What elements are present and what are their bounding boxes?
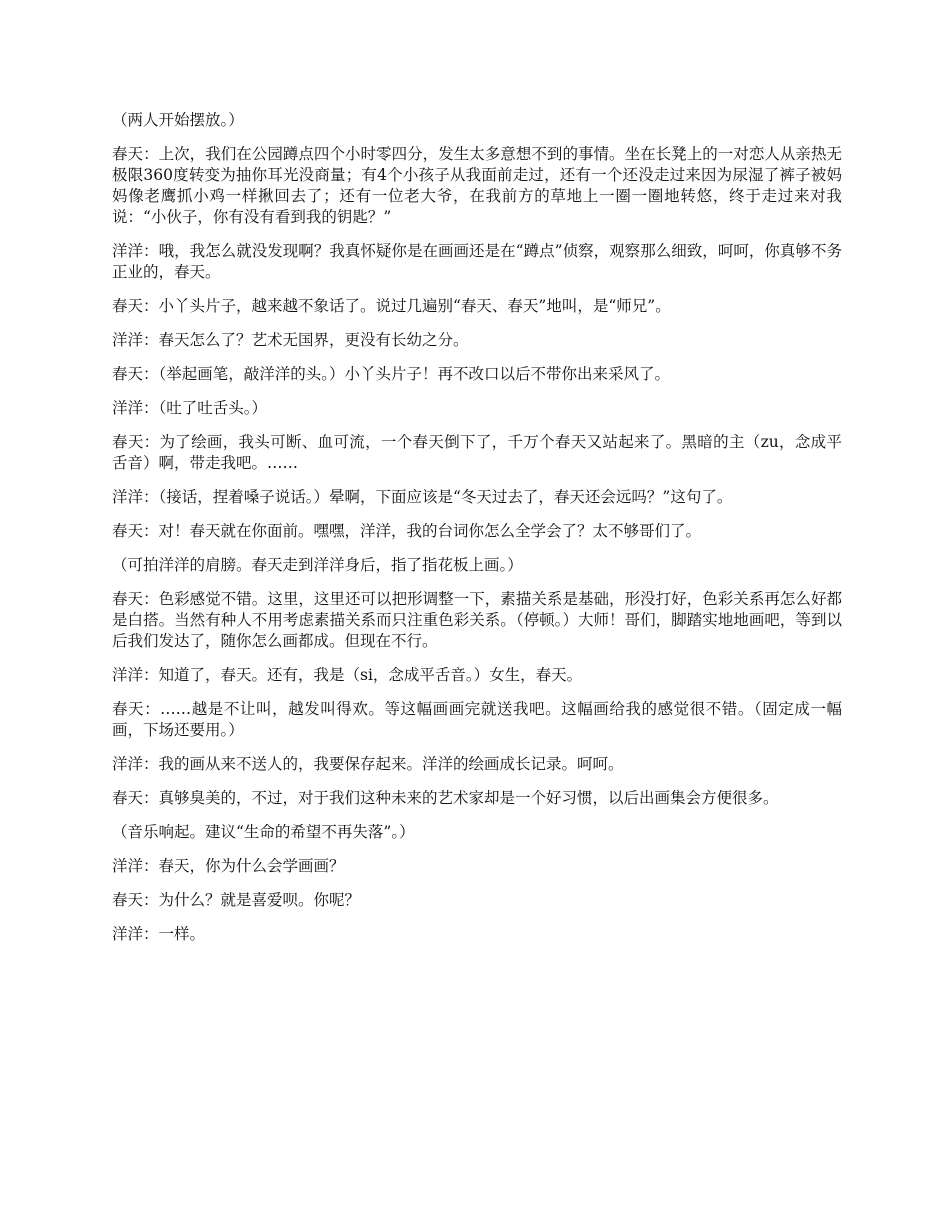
dialogue-line: 洋洋：春天，你为什么会学画画？: [112, 857, 345, 875]
dialogue-line: 春天：（举起画笔，敲洋洋的头。）小丫头片子！再不改口以后不带你出来采风了。: [112, 365, 671, 383]
dialogue-line: 春天：小丫头片子，越来越不象话了。说过几遍别“春天、春天”地叫，是“师兄”。: [112, 297, 671, 315]
stage-direction: （可拍洋洋的肩膀。春天走到洋洋身后，指了指花板上画。）: [112, 556, 523, 574]
stage-direction: （音乐响起。建议“生命的希望不再失落”。）: [112, 823, 415, 841]
dialogue-line: 春天：为什么？就是喜爱呗。你呢？: [112, 891, 361, 909]
document-page: [112, 110, 842, 958]
dialogue-line: 洋洋：我的画从来不送人的，我要保存起来。洋洋的绘画成长记录。呵呵。: [112, 755, 624, 773]
dialogue-line: 春天：……越是不让叫，越发叫得欢。等这幅画画完就送我吧。这幅画给我的感觉很不错。（固定成一幅画，下场还要用。）: [112, 700, 842, 739]
dialogue-line: 洋洋：（吐了吐舌头。）: [112, 399, 268, 417]
dialogue-line: 洋洋：一样。: [112, 925, 206, 943]
dialogue-line: 春天：真够臭美的，不过，对于我们这种未来的艺术家却是一个好习惯，以后出画集会方便很多。: [112, 789, 779, 807]
dialogue-line: 春天：对！春天就在你面前。嘿嘿，洋洋，我的台词你怎么全学会了？太不够哥们了。: [112, 522, 702, 540]
dialogue-line: 春天：上次，我们在公园蹲点四个小时零四分，发生太多意想不到的事情。坐在长凳上的一对恋人从亲热无极限360度转变为抽你耳光没商量；有4个小孩子从我面前走过，还有一个还没走过来因为尿湿了裤子被妈妈像老鹰抓小鸡一样揪回去了；还有一位老大爷，在我前方的草地上一圈一圈地转悠，终于走过来对我说：“小伙子，你有没有看到我的钥匙？”: [112, 145, 842, 226]
dialogue-line: 洋洋：哦，我怎么就没发现啊？我真怀疑你是在画画还是在“蹲点”侦察，观察那么细致，呵呵，你真够不务正业的，春天。: [112, 242, 842, 281]
dialogue-line: 洋洋：知道了，春天。还有，我是（si，念成平舌音。）女生，春天。: [112, 666, 583, 684]
dialogue-line: 春天：为了绘画，我头可断、血可流，一个春天倒下了，千万个春天又站起来了。黑暗的主（zu，念成平舌音）啊，带走我吧。……: [112, 433, 842, 472]
dialogue-line: 洋洋：春天怎么了？艺术无国界，更没有长幼之分。: [112, 331, 469, 349]
dialogue-line: 春天：色彩感觉不错。这里，这里还可以把形调整一下，素描关系是基础，形没打好，色彩关系再怎么好都是白搭。当然有种人不用考虑素描关系而只注重色彩关系。（停顿。）大师！哥们，脚踏实地地画吧，等到以后我们发达了，随你怎么画都成。但现在不行。: [112, 590, 842, 650]
dialogue-line: 洋洋：（接话，捏着嗓子说话。）晕啊，下面应该是“冬天过去了，春天还会远吗？”这句了。: [112, 488, 733, 506]
stage-direction: （两人开始摆放。）: [112, 111, 244, 129]
